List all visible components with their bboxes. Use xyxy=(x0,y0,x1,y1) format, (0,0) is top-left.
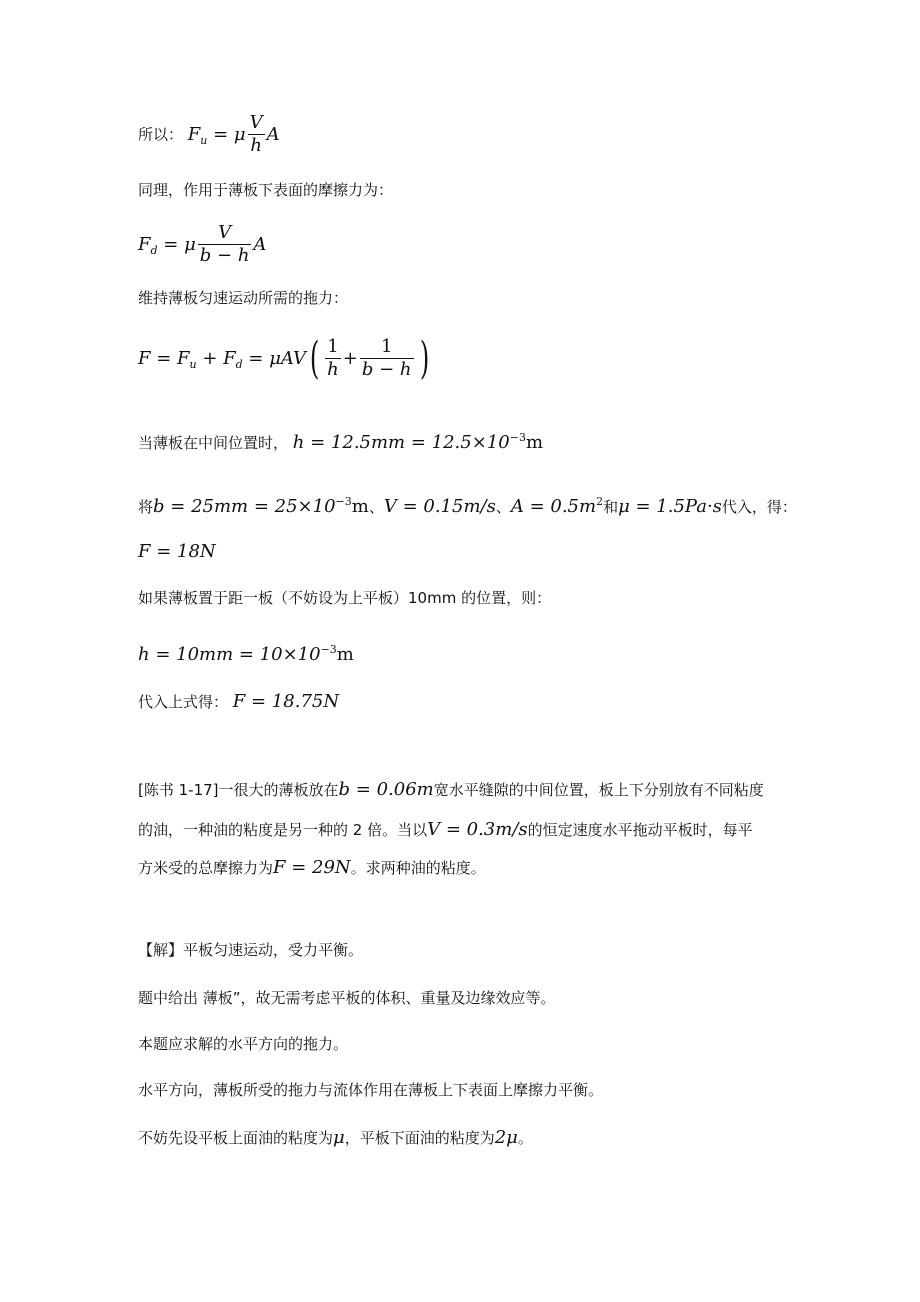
middle-position-line: 当薄板在中间位置时， $h = 12.5mm = 12.5\times 10^{-3}m$ xyxy=(138,431,544,453)
paragraph-text: 同理，作用于薄板下表面的摩擦力为： xyxy=(138,181,394,199)
result-18-75n-line: 代入上式得： F = 18.75N xyxy=(138,691,340,712)
equation-fu-line xyxy=(138,112,280,157)
fraction: $\frac{1}{h}$ xyxy=(327,336,339,380)
fraction: $\frac{V}{b - h}$ xyxy=(199,222,250,266)
solution-line-2: 题中给出 薄板”，故无需考虑平板的体积、重量及边缘效应等。 xyxy=(138,989,556,1007)
solution-line-5: 不妨先设平板上面油的粘度为μ，平板下面油的粘度为2μ。 xyxy=(138,1127,533,1148)
solution-line-1: 【解】平板匀速运动，受力平衡。 xyxy=(138,941,364,959)
left-paren: ( xyxy=(309,332,320,384)
equation-fu: $F_u = \mu$ $\frac{V}{h}$ A xyxy=(187,112,280,156)
equation-fd: $F_d = \mu$ $\frac{V}{b - h}$ A xyxy=(138,222,267,266)
equation-h-middle: $h = 12.5mm = 12.5\times 10^{-3}m$ xyxy=(292,431,544,453)
solution-line-4: 水平方向，薄板所受的拖力与流体作用在薄板上下表面上摩擦力平衡。 xyxy=(138,1081,604,1099)
equation-h-10mm-line: $h = 10mm = 10\times 10^{-3}m$ xyxy=(138,643,354,665)
equation-fd-line xyxy=(138,222,266,267)
label-text: 所以： xyxy=(138,125,184,144)
substitution-line: 将$b = 25mm = 25\times 10^{-3}m$、V = 0.15m/s、$A = 0.5m^2$和μ = 1.5Pa·s代入，得： xyxy=(138,495,797,517)
problem-line-1: [陈书 1-17]一很大的薄板放在b = 0.06m宽水平缝隙的中间位置，板上下分别放有不同粘度 xyxy=(138,779,764,800)
fraction: $\frac{1}{b - h}$ xyxy=(361,336,412,380)
fraction: $\frac{V}{h}$ xyxy=(249,112,263,156)
right-paren: ) xyxy=(419,332,429,384)
solution-line-3: 本题应求解的水平方向的拖力。 xyxy=(138,1035,349,1053)
result-18n: F = 18N xyxy=(138,541,216,562)
paragraph-text: 维持薄板匀速运动所需的拖力： xyxy=(138,289,349,307)
paragraph-text: 如果薄板置于距一板（不妨设为上平板）10mm 的位置，则： xyxy=(138,589,552,607)
equation-total: $F = F_u + F_d = \mu AV$( $\frac{1}{h}$ + $\frac{1}{b - h}$ ) xyxy=(138,332,429,384)
problem-line-3: 方米受的总摩擦力为F = 29N。求两种油的粘度。 xyxy=(138,857,486,878)
problem-line-2: 的油，一种油的粘度是另一种的 2 倍。当以V = 0.3m/s的恒定速度水平拖动平板时，每平 xyxy=(138,819,753,840)
equation-total-line xyxy=(138,332,433,384)
